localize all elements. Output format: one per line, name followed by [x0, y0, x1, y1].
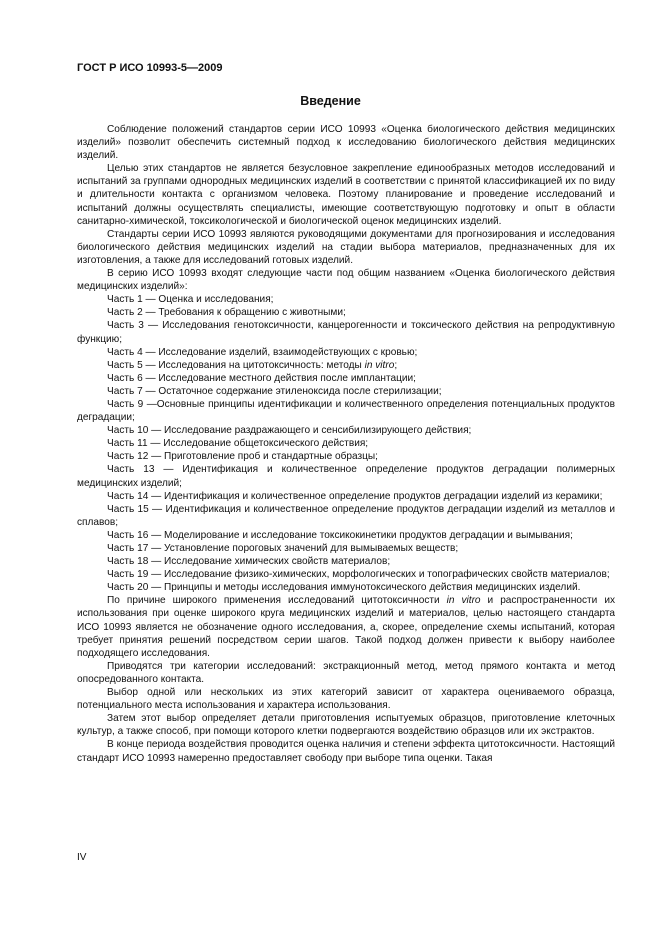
intro-paragraph-2: Целью этих стандартов не является безусловное закрепление единообразных методов исследований и испытаний за группами однородных медицинских изделий в соответствии с принятой классификацией их по виду и длительности контакта с организмом человека. Поэтому планирование и проведение исследований и испытаний должны осуществлять специалисты, имеющие соответствующую подготовку и опыт в области санитарно-химической, токсикологической и биологической оценок медицинских изделий.	[77, 163, 615, 227]
part-item: Часть 1 — Оценка и исследования;	[107, 294, 274, 306]
section-title: Введение	[300, 94, 361, 108]
part-item: Часть 4 — Исследование изделий, взаимодействующих с кровью;	[107, 346, 418, 358]
part-item: Часть 5 — Исследования на цитотоксичность: методы in vitro;	[107, 359, 398, 371]
part-item: Часть 10 — Исследование раздражающего и сенсибилизирующего действия;	[107, 425, 472, 437]
outro-paragraph-3: Выбор одной или нескольких из этих категорий зависит от характера оцениваемого образца, потенциального места использования и характера использования.	[77, 687, 615, 712]
part-item: Часть 16 — Моделирование и исследование токсикокинетики продуктов деградации и вымывания;	[107, 529, 573, 541]
page-number: IV	[77, 852, 87, 863]
part-item: Часть 9 —Основные принципы идентификации и количественного определения потенциальных продуктов деградации;	[77, 398, 615, 424]
body-text	[77, 123, 615, 765]
outro-paragraph-1: По причине широкого применения исследований цитотоксичности in vitro и распространенности их использования при оценке широкого круга медицинских изделий и материалов, целью настоящего стандарта ИСО 10993 является не обозначение одного исследования, а, скорее, определение схемы испытаний, которая требует принятия решений посредством серии шагов. Такой подход должен привести к выбору наиболее подходящего исследования.	[77, 595, 616, 659]
intro-paragraph-4: В серию ИСО 10993 входят следующие части под общим названием «Оценка биологического действия медицинских изделий»:	[77, 268, 615, 293]
outro-paragraph-4: Затем этот выбор определяет детали приготовления испытуемых образцов, приготовление клеточных культур, а также способ, при помощи которого клетки подвергаются воздействию образцов или их экстрактов.	[77, 713, 615, 738]
intro-paragraph-3: Стандарты серии ИСО 10993 являются руководящими документами для прогнозирования и исследования биологического действия медицинских изделий на стадии выбора материалов, предназначенных для их изготовления, а также для исследований готовых изделий.	[77, 228, 615, 266]
part-item: Часть 19 — Исследование физико-химических, морфологических и топографических свойств материалов;	[107, 569, 610, 581]
intro-paragraph-1: Соблюдение положений стандартов серии ИСО 10993 «Оценка биологического действия медицинских изделий» позволит обеспечить системный подход к исследованию биологического действия медицинских изделий.	[77, 124, 615, 162]
part-item: Часть 13 — Идентификация и количественное определение продуктов деградации полимерных медицинских изделий;	[77, 464, 615, 489]
part-item: Часть 6 — Исследование местного действия после имплантации;	[107, 372, 416, 384]
outro-paragraph-5: В конце периода воздействия проводится оценка наличия и степени эффекта цитотоксичности. Настоящий стандарт ИСО 10993 намеренно предоставляет свободу при выборе типа оценки. Такая	[77, 739, 615, 764]
part-item: Часть 17 — Установление пороговых значений для вымываемых веществ;	[107, 543, 459, 554]
part-item: Часть 15 — Идентификация и количественное определение продуктов деградации изделий из металлов и сплавов;	[77, 503, 615, 528]
part-item: Часть 2 — Требования к обращению с животными;	[107, 307, 346, 319]
part-item: Часть 20 — Принципы и методы исследования иммунотоксического действия медицинских изделий.	[107, 582, 581, 594]
part-item: Часть 14 — Идентификация и количественное определение продуктов деградации изделий из керамики;	[107, 490, 603, 502]
outro-paragraph-2: Приводятся три категории исследований: экстракционный метод, метод прямого контакта и метод опосредованного контакта.	[77, 660, 615, 685]
part-item: Часть 7 — Остаточное содержание этиленоксида после стерилизации;	[107, 385, 442, 397]
part-item: Часть 18 — Исследование химических свойств материалов;	[107, 556, 391, 568]
document-code: ГОСТ Р ИСО 10993-5—2009	[77, 62, 223, 74]
part-item: Часть 3 — Исследования генотоксичности, канцерогенности и токсического действия на репродуктивную функцию;	[77, 320, 615, 345]
part-item: Часть 12 — Приготовление проб и стандартные образцы;	[107, 451, 378, 463]
part-item: Часть 11 — Исследование общетоксического действия;	[107, 438, 369, 450]
